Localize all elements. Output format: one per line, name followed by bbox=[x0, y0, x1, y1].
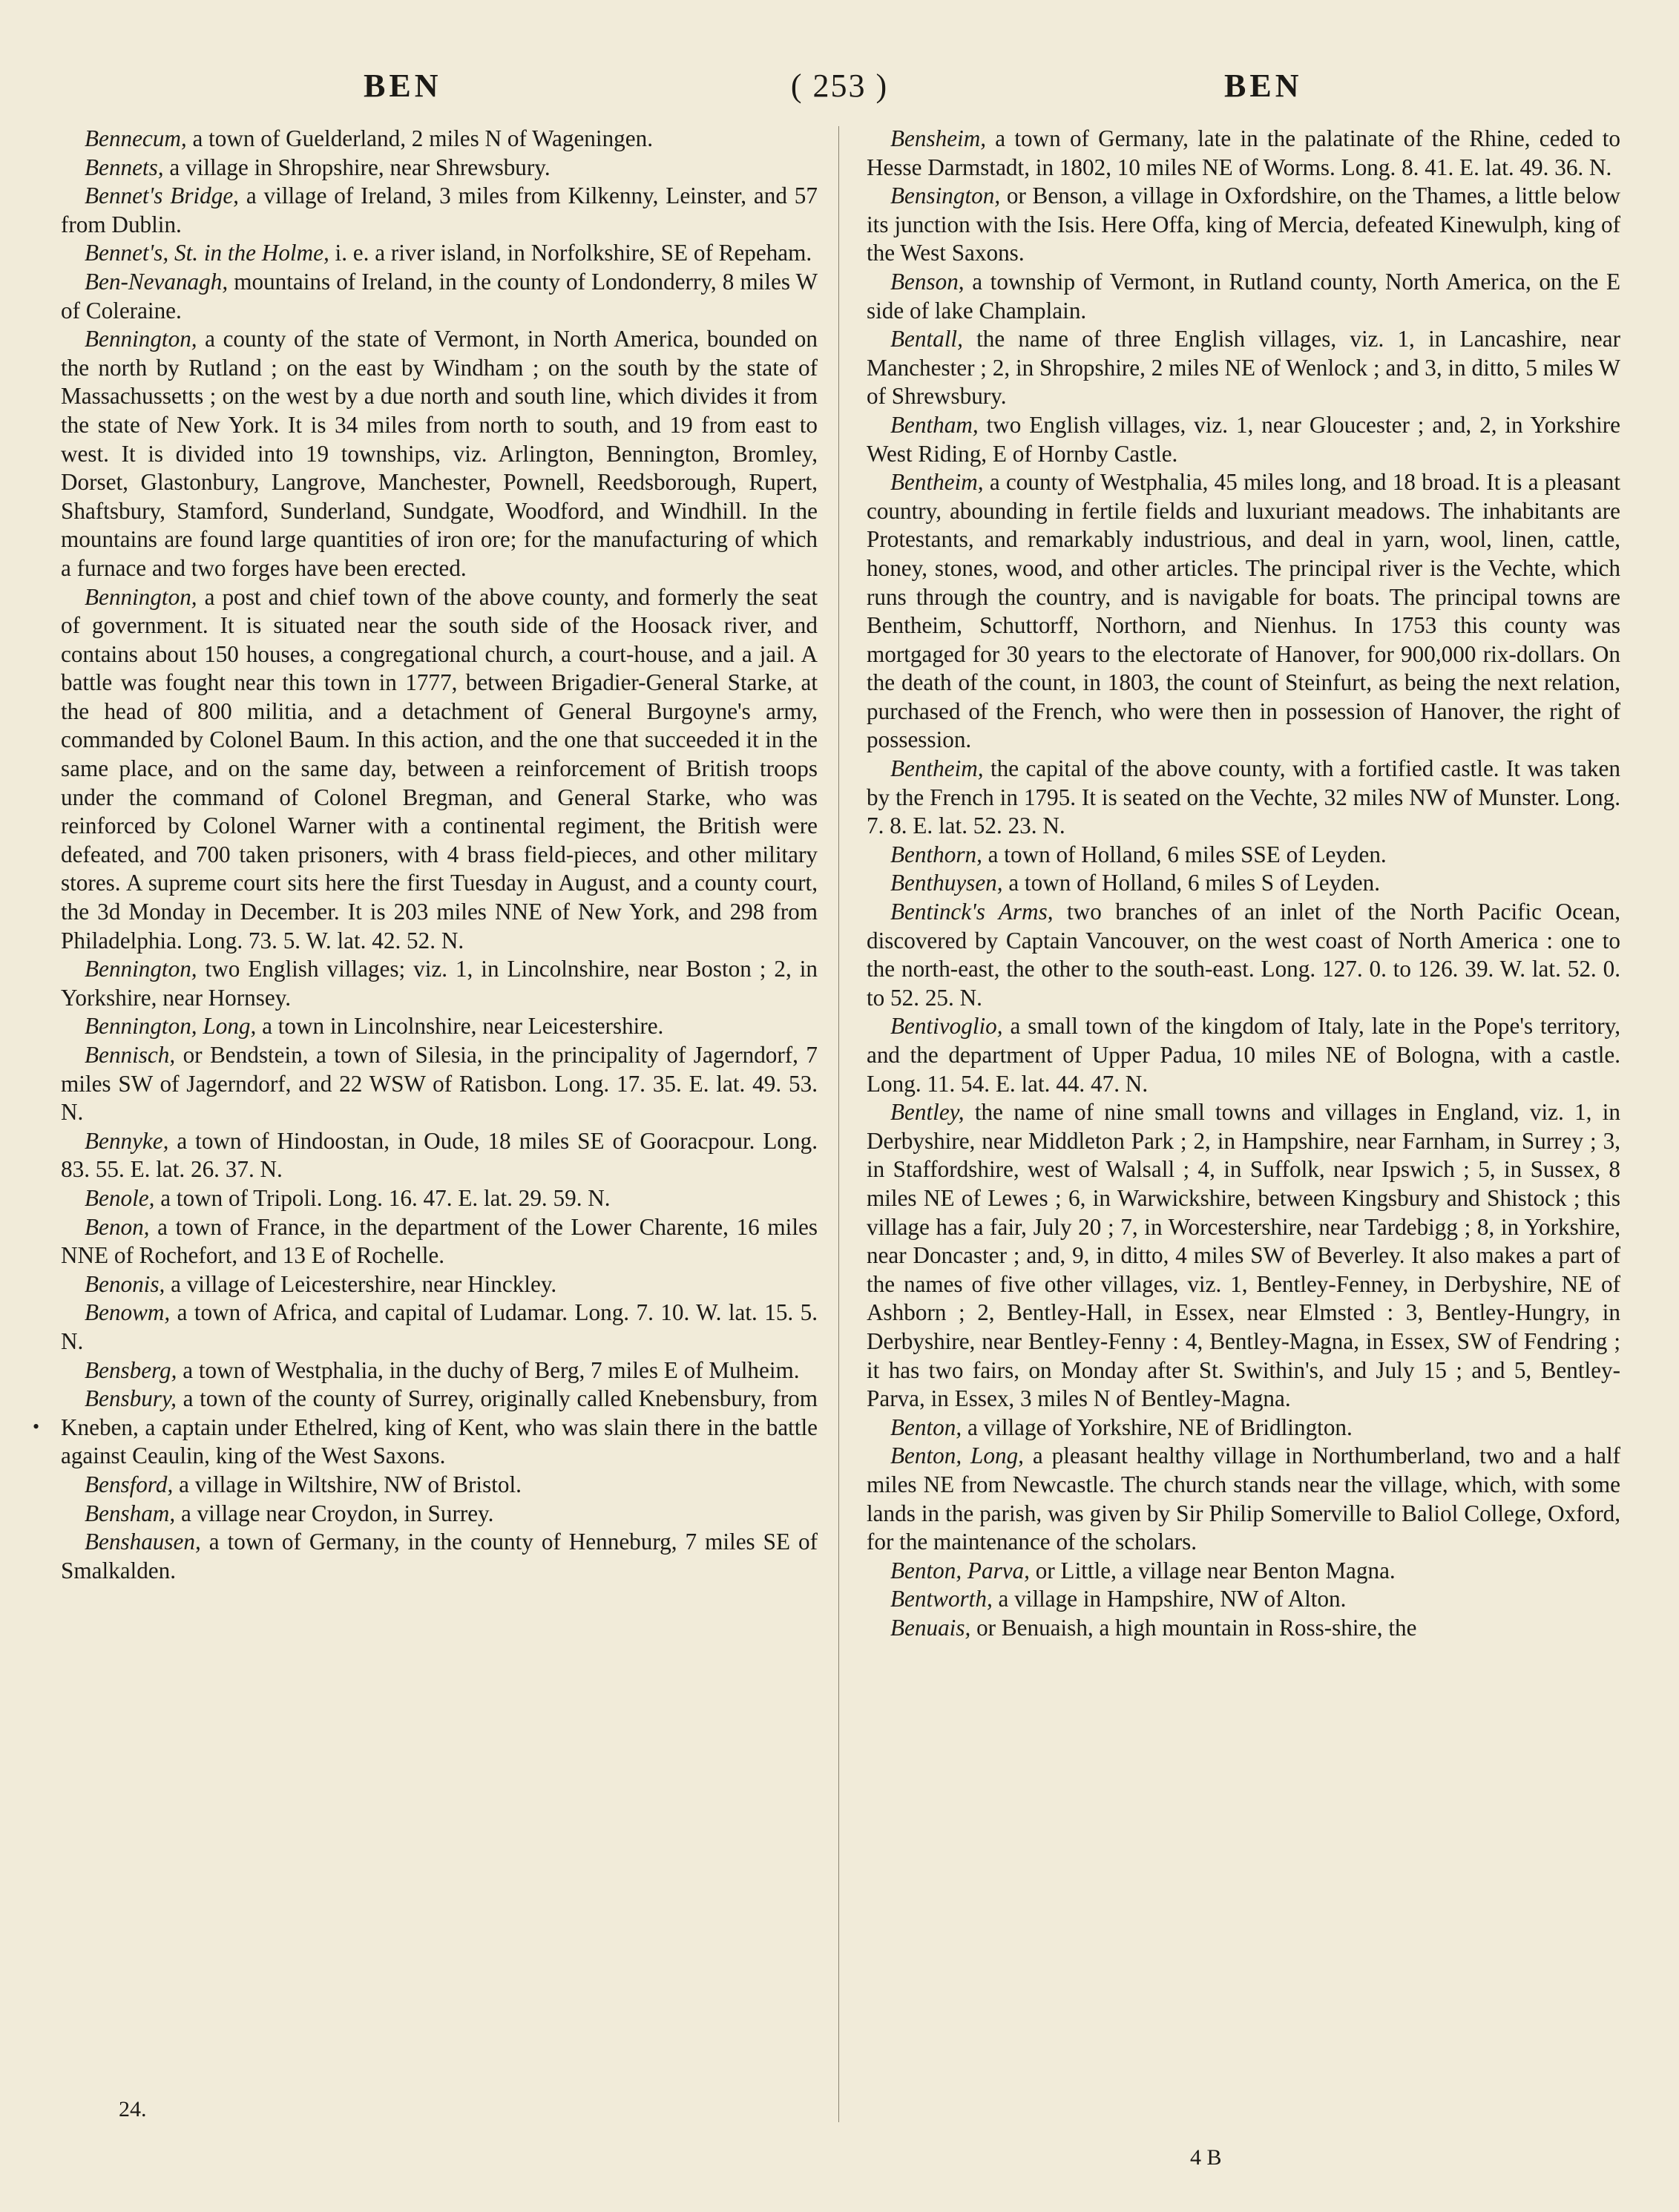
entry-headword: Bentinck's Arms, bbox=[890, 899, 1054, 925]
entry-text: two branches of an inlet of the North Pacific Ocean, discovered by Captain Vancouver, on the west coast of North America : one to the north-east, the other to the south-east. Long. 127. 0. to 126. 39. W. lat. 52. 0. to 52. 25. N. bbox=[867, 899, 1620, 1011]
entry-text: a town of Holland, 6 miles S of Leyden. bbox=[1002, 870, 1381, 896]
entry-text: a village near Croydon, in Surrey. bbox=[175, 1500, 494, 1526]
entry-headword: Bennington, bbox=[85, 583, 197, 610]
gazetteer-entry bbox=[867, 468, 1620, 755]
signature-right: 4 B bbox=[1190, 2145, 1222, 2170]
gazetteer-entry bbox=[61, 125, 818, 154]
signature-left: 24. bbox=[119, 2097, 147, 2121]
entry-text: the name of three English villages, viz. 1, in Lancashire, near Manchester ; 2, in Shropshire, 2 miles NE of Wenlock ; and 3, in ditto, 5 miles W of Shrewsbury. bbox=[867, 326, 1620, 410]
gazetteer-entry bbox=[61, 1385, 818, 1471]
gazetteer-entry bbox=[867, 325, 1620, 411]
gazetteer-entry bbox=[61, 1012, 818, 1041]
entry-headword: Bennecum, bbox=[85, 125, 187, 151]
entry-text: a town of Germany, in the county of Henneburg, 7 miles SE of Smalkalden. bbox=[61, 1529, 818, 1583]
entry-headword: Bentheim, bbox=[890, 469, 984, 496]
entry-text: or Benson, a village in Oxfordshire, on the Thames, a little below its junction with the Isis. Here Offa, king of Mercia, defeated Kinewulph, king of the West Saxons. bbox=[867, 183, 1620, 266]
gazetteer-entry bbox=[61, 1356, 818, 1385]
gazetteer-entry bbox=[61, 268, 818, 325]
gazetteer-entry bbox=[61, 955, 818, 1012]
gazetteer-entry bbox=[61, 1471, 818, 1500]
entry-headword: Bentham, bbox=[890, 411, 979, 438]
entry-text: a pleasant healthy village in Northumberland, two and a half miles NE from Newcastle. The church stands near the village, which, with some lands in the parish, was given by Sir Philip Somerville to Baliol College, Oxford, for the maintenance of the scholars. bbox=[867, 1443, 1621, 1555]
entry-headword: Benthorn, bbox=[890, 841, 982, 867]
entry-text: a village of Ireland, 3 miles from Kilkenny, Leinster, and 57 from Dublin. bbox=[61, 183, 818, 237]
entry-text: or Benuaish, a high mountain in Ross-shire, the bbox=[970, 1614, 1417, 1641]
entry-headword: Bentworth, bbox=[890, 1586, 993, 1612]
entry-headword: Benonis, bbox=[85, 1270, 165, 1297]
entry-headword: Benowm, bbox=[85, 1299, 171, 1326]
gazetteer-entry bbox=[61, 1213, 818, 1270]
entry-headword: Benson, bbox=[890, 268, 965, 295]
entry-text: a town of the county of Surrey, originally called Knebensbury, from Kneben, a captain under Ethelred, king of Kent, who was slain there in the battle against Ceaulin, king of the West Saxons. bbox=[61, 1385, 818, 1469]
entry-text: a town of Westphalia, in the duchy of Berg, 7 miles E of Mulheim. bbox=[177, 1356, 800, 1383]
entry-headword: Bensford, bbox=[85, 1471, 174, 1497]
gazetteer-entry bbox=[61, 154, 818, 183]
entry-headword: Bennet's, St. in the Holme, bbox=[85, 240, 329, 266]
entry-headword: Benshausen, bbox=[85, 1529, 201, 1555]
entry-text: a small town of the kingdom of Italy, late in the Pope's territory, and the department of Upper Padua, 10 miles NE of Bologna, with a castle. Long. 11. 54. E. lat. 44. 47. N. bbox=[867, 1013, 1620, 1097]
entry-headword: Benton, Long, bbox=[890, 1443, 1024, 1469]
gazetteer-entry bbox=[867, 411, 1620, 468]
entry-text: a town of Hindoostan, in Oude, 18 miles SE of Gooracpour. Long. 83. 55. E. lat. 26. 37. N. bbox=[61, 1127, 818, 1183]
entry-text: or Little, a village near Benton Magna. bbox=[1029, 1557, 1396, 1583]
gazetteer-entry bbox=[867, 268, 1620, 325]
gazetteer-entry bbox=[867, 1414, 1620, 1443]
gazetteer-entry bbox=[61, 583, 818, 956]
gazetteer-entry bbox=[867, 125, 1620, 182]
entry-headword: Bentheim, bbox=[890, 755, 984, 782]
entry-headword: Benole, bbox=[85, 1184, 155, 1211]
entry-text: a county of Westphalia, 45 miles long, and 18 broad. It is a pleasant country, abounding in fertile fields and luxuriant meadows. The inhabitants are Protestants, and remarkably industrious, and deal in yarn, wool, linen, cattle, honey, stones, wood, and other articles. The principal river is the Vechte, which runs through the country, and is navigable for boats. The principal towns are Bentheim, Schuttorff, Northorn, and Nienhus. In 1753 this county was mortgaged for 30 years to the electorate of Hanover, for 900,000 rix-dollars. On the death of the count, in 1803, the count of Steinfurt, as being the next relation, purchased of the French, who were then in possession of Hanover, the right of possession. bbox=[867, 469, 1620, 753]
entry-headword: Bensington, bbox=[890, 183, 1001, 209]
running-head-right: BEN bbox=[1224, 68, 1303, 104]
gazetteer-entry bbox=[867, 869, 1620, 898]
entry-headword: Ben-Nevanagh, bbox=[85, 268, 229, 295]
entry-text: or Bendstein, a town of Silesia, in the principality of Jagerndorf, 7 miles SW of Jagerndorf, and 22 WSW of Ratisbon. Long. 17. 35. E. lat. 49. 53. N. bbox=[61, 1042, 818, 1126]
left-column bbox=[61, 125, 818, 1585]
entry-text: a town of Tripoli. Long. 16. 47. E. lat. 29. 59. N. bbox=[154, 1184, 611, 1211]
entry-headword: Bensbury, bbox=[85, 1385, 177, 1412]
gazetteer-entry bbox=[61, 1500, 818, 1529]
entry-text: a county of the state of Vermont, in North America, bounded on the north by Rutland ; on the east by Windham ; on the south by the state of Massachussetts ; on the west by a due north and south line, which divides it from the state of New York. It is 34 miles from north to south, and 19 from east to west. It is divided into 19 townships, viz. Arlington, Bennington, Bromley, Dorset, Glastonbury, Langrove, Manchester, Pownell, Reedsborough, Rupert, Shaftsbury, Stamford, Sunderland, Sundgate, Woodford, and Windhill. In the mountains are found large quantities of iron ore; for the manufacturing of which a furnace and two forges have been erected. bbox=[61, 326, 818, 581]
gazetteer-entry bbox=[61, 325, 818, 582]
entry-text: a town of France, in the department of the Lower Charente, 16 miles NNE of Rochefort, and 13 E of Rochelle. bbox=[61, 1213, 818, 1269]
gazetteer-entry bbox=[867, 1012, 1620, 1098]
gazetteer-entry bbox=[867, 182, 1620, 268]
entry-text: two English villages, viz. 1, near Gloucester ; and, 2, in Yorkshire West Riding, E of Hornby Castle. bbox=[867, 411, 1620, 467]
entry-text: a township of Vermont, in Rutland county, North America, on the E side of lake Champlain. bbox=[867, 268, 1620, 324]
entry-text: a village of Leicestershire, near Hinckley. bbox=[165, 1270, 557, 1297]
entry-headword: Bennington, bbox=[85, 956, 197, 982]
entry-text: a town of Holland, 6 miles SSE of Leyden. bbox=[982, 841, 1387, 867]
gazetteer-entry bbox=[867, 1585, 1620, 1614]
entry-text: a town in Lincolnshire, near Leicestershire. bbox=[256, 1013, 664, 1040]
gazetteer-entry bbox=[61, 182, 818, 239]
entry-text: a village in Hampshire, NW of Alton. bbox=[992, 1586, 1347, 1612]
gazetteer-entry bbox=[61, 1528, 818, 1585]
gazetteer-entry bbox=[867, 1557, 1620, 1586]
entry-headword: Bennets, bbox=[85, 154, 164, 180]
entry-text: the capital of the above county, with a fortified castle. It was taken by the French in 1795. It is seated on the Vechte, 32 miles NW of Munster. Long. 7. 8. E. lat. 52. 23. N. bbox=[867, 755, 1620, 839]
gazetteer-entry bbox=[61, 1127, 818, 1184]
entry-text: a village in Wiltshire, NW of Bristol. bbox=[173, 1471, 522, 1497]
right-column bbox=[867, 125, 1620, 1642]
gazetteer-entry bbox=[61, 1041, 818, 1127]
gazetteer-entry bbox=[867, 1442, 1620, 1556]
entry-headword: Bentivoglio, bbox=[890, 1013, 1003, 1040]
entry-text: a village in Shropshire, near Shrewsbury. bbox=[163, 154, 551, 180]
gazetteer-entry bbox=[867, 841, 1620, 870]
entry-text: two English villages; viz. 1, in Lincolnshire, near Boston ; 2, in Yorkshire, near Hornsey. bbox=[61, 956, 818, 1011]
entry-headword: Benton, Parva, bbox=[890, 1557, 1030, 1583]
entry-text: mountains of Ireland, in the county of Londonderry, 8 miles W of Coleraine. bbox=[61, 268, 818, 324]
gazetteer-entry bbox=[867, 1098, 1620, 1414]
entry-headword: Bennington, Long, bbox=[85, 1013, 257, 1040]
entry-headword: Bennyke, bbox=[85, 1127, 169, 1154]
gazetteer-entry bbox=[61, 1270, 818, 1299]
page-number: ( 253 ) bbox=[790, 68, 889, 104]
gazetteer-entry bbox=[61, 1299, 818, 1356]
gazetteer-entry bbox=[61, 1184, 818, 1213]
entry-text: the name of nine small towns and villages in England, viz. 1, in Derbyshire, near Middleton Park ; 2, in Hampshire, near Farnham, in Surrey ; 3, in Staffordshire, west of Walsall ; 4, in Suffolk, near Ipswich ; 5, in Sussex, 8 miles NE of Lewes ; 6, in Warwickshire, between Kingsbury and Shistock ; this village has a fair, July 20 ; 7, in Worcestershire, near Tardebigg ; 8, in Yorkshire, near Doncaster ; and, 9, in ditto, 4 miles SW of Beverley. It also makes a part of the names of five other villages, viz. 1, Bentley-Fenney, in Derbyshire, NE of Ashborn ; 2, Bentley-Hall, in Essex, near Elmsted : 3, Bentley-Hungry, in Derbyshire, near Bentley-Fenny : 4, Bentley-Magna, in Essex, SW of Fendring ; it has two fairs, on Monday after St. Swithin's, and July 15 ; and 5, Bentley-Parva, in Essex, 3 miles N of Bentley-Magna. bbox=[867, 1099, 1620, 1412]
entry-headword: Bentley, bbox=[890, 1099, 965, 1126]
entry-text: a village of Yorkshire, NE of Bridlington. bbox=[962, 1414, 1353, 1440]
entry-text: a town of Africa, and capital of Ludamar. Long. 7. 10. W. lat. 15. 5. N. bbox=[61, 1299, 818, 1354]
entry-headword: Benton, bbox=[890, 1414, 962, 1440]
margin-mark: • bbox=[33, 1416, 40, 1437]
entry-headword: Bennet's Bridge, bbox=[85, 183, 239, 209]
gazetteer-entry bbox=[61, 239, 818, 268]
entry-text: i. e. a river island, in Norfolkshire, SE of Repeham. bbox=[329, 240, 812, 266]
entry-headword: Bennisch, bbox=[85, 1042, 176, 1068]
gazetteer-entry bbox=[867, 1614, 1620, 1643]
entry-headword: Benthuysen, bbox=[890, 870, 1003, 896]
entry-headword: Bensheim, bbox=[890, 125, 987, 151]
gazetteer-entry bbox=[867, 898, 1620, 1012]
entry-headword: Bennington, bbox=[85, 326, 197, 352]
column-divider bbox=[838, 126, 839, 2122]
entry-headword: Benuais, bbox=[890, 1614, 971, 1641]
entry-text: a post and chief town of the above county, and formerly the seat of government. It is situated near the south side of the Hoosack river, and contains about 150 houses, a congregational church, a court-house, and a jail. A battle was fought near this town in 1777, between Brigadier-General Starke, at the head of 800 militia, and a detachment of General Burgoyne's army, commanded by Colonel Baum. In this action, and the one that succeeded it in the same place, and on the same day, between a reinforcement of British troops under the command of Colonel Bregman, and General Starke, who was reinforced by Colonel Warner with a continental regiment, the British were defeated, and 700 taken prisoners, with 4 brass field-pieces, and other military stores. A supreme court sits here the first Tuesday in August, and a county court, the 3d Monday in December. It is 203 miles NNE of New York, and 298 from Philadelphia. Long. 73. 5. W. lat. 42. 52. N. bbox=[61, 583, 818, 954]
entry-text: a town of Guelderland, 2 miles N of Wageningen. bbox=[186, 125, 653, 151]
entry-headword: Bensham, bbox=[85, 1500, 176, 1526]
entry-headword: Bentall, bbox=[890, 326, 963, 352]
entry-headword: Benon, bbox=[85, 1213, 150, 1240]
running-head-left: BEN bbox=[364, 68, 442, 104]
entry-text: a town of Germany, late in the palatinate of the Rhine, ceded to Hesse Darmstadt, in 1802, 10 miles NE of Worms. Long. 8. 41. E. lat. 49. 36. N. bbox=[867, 125, 1620, 180]
entry-headword: Bensberg, bbox=[85, 1356, 177, 1383]
gazetteer-entry bbox=[867, 755, 1620, 841]
